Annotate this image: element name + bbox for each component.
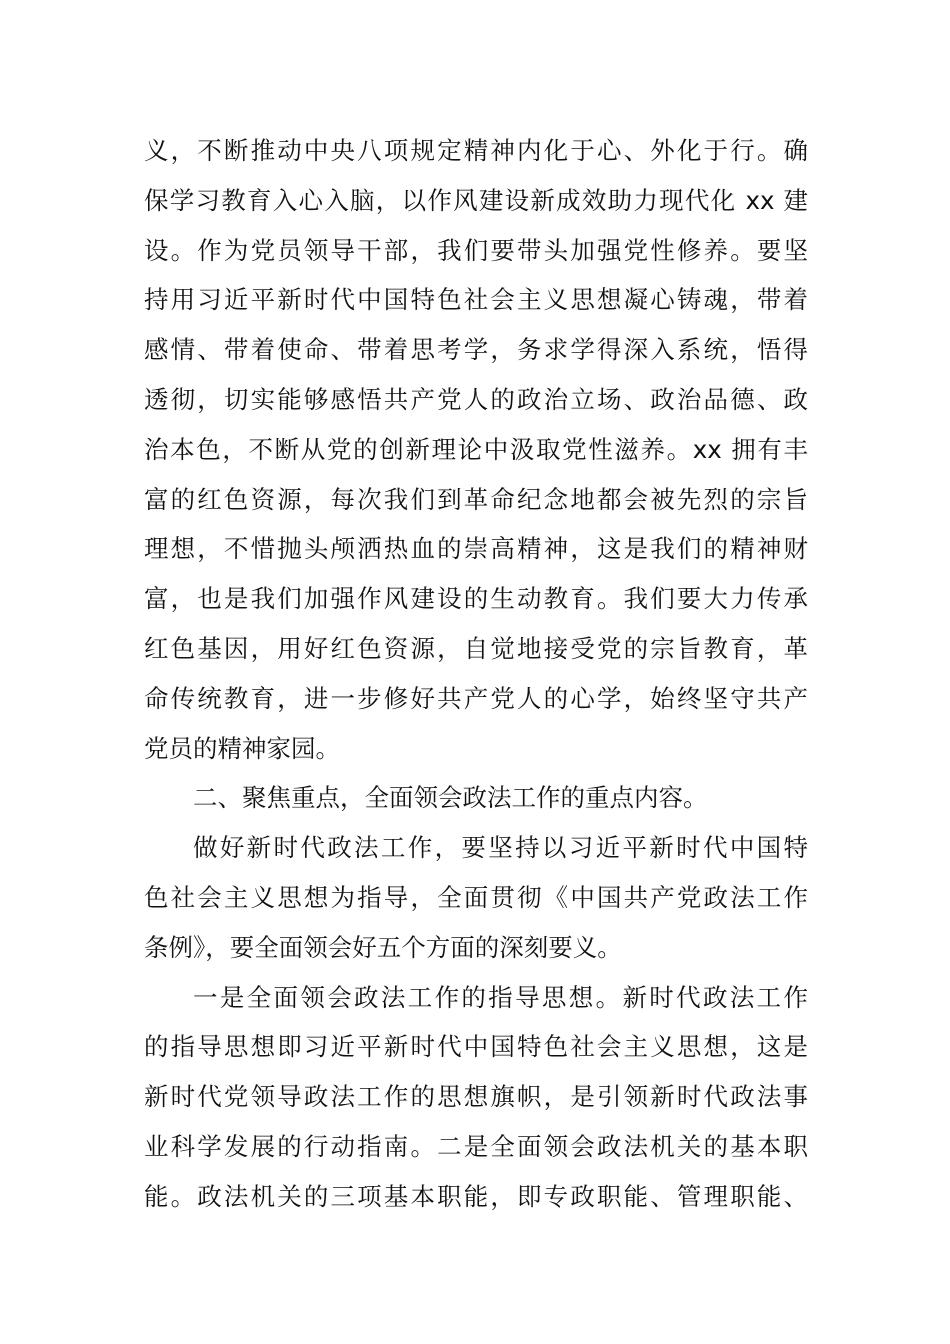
- text-line: 理想，不惜抛头颅洒热血的崇高精神，这是我们的精神财: [144, 534, 808, 564]
- text-line: 富的红色资源，每次我们到革命纪念地都会被先烈的宗旨: [144, 484, 808, 514]
- text-line: 保学习教育入心入脑，以作风建设新成效助力现代化 xx 建: [144, 185, 808, 215]
- text-line: 条例》，要全面领会好五个方面的深刻要义。: [144, 932, 622, 962]
- text-line: 新时代党领导政法工作的思想旗帜，是引领新时代政法事: [144, 1082, 808, 1112]
- text-line: 做好新时代政法工作，要坚持以习近平新时代中国特: [193, 833, 808, 863]
- text-line: 治本色，不断从党的创新理论中汲取党性滋养。xx 拥有丰: [144, 434, 808, 464]
- text-line: 党员的精神家园。: [144, 733, 340, 763]
- body-text: [144, 126, 808, 1222]
- text-line: 二、聚焦重点，全面领会政法工作的重点内容。: [193, 783, 708, 813]
- text-line: 富，也是我们加强作风建设的生动教育。我们要大力传承: [144, 584, 808, 614]
- text-line: 一是全面领会政法工作的指导思想。新时代政法工作: [193, 982, 808, 1012]
- text-line: 色社会主义思想为指导，全面贯彻《中国共产党政法工作: [144, 882, 808, 912]
- text-line: 业科学发展的行动指南。二是全面领会政法机关的基本职: [144, 1131, 808, 1161]
- text-line: 设。作为党员领导干部，我们要带头加强党性修养。要坚: [144, 235, 808, 265]
- text-line: 持用习近平新时代中国特色社会主义思想凝心铸魂，带着: [144, 285, 808, 315]
- text-line: 透彻，切实能够感悟共产党人的政治立场、政治品德、政: [144, 384, 808, 414]
- text-line: 感情、带着使命、带着思考学，务求学得深入系统，悟得: [144, 335, 808, 365]
- text-line: 的指导思想即习近平新时代中国特色社会主义思想，这是: [144, 1032, 808, 1062]
- text-line: 命传统教育，进一步修好共产党人的心学，始终坚守共产: [144, 683, 808, 713]
- text-line: 红色基因，用好红色资源，自觉地接受党的宗旨教育，革: [144, 633, 808, 663]
- text-line: 能。政法机关的三项基本职能，即专政职能、管理职能、: [144, 1181, 808, 1211]
- text-line: 义，不断推动中央八项规定精神内化于心、外化于行。确: [144, 136, 808, 165]
